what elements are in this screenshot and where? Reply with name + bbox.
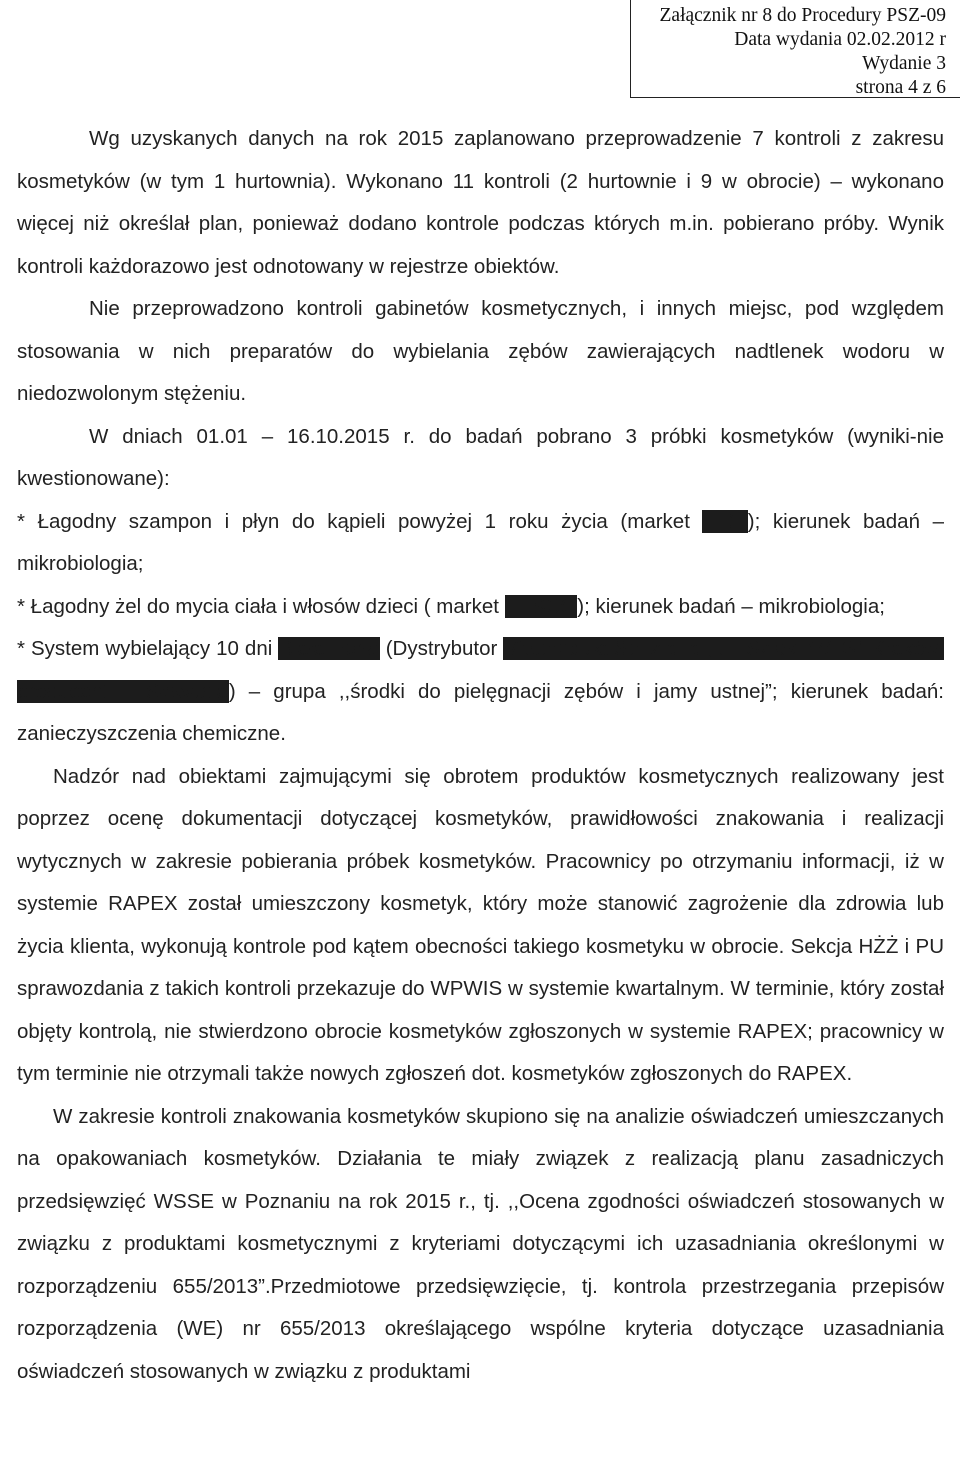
- annex-label: Załącznik nr 8 do Procedury PSZ-09: [659, 5, 946, 26]
- paragraph-beauty-salons: Nie przeprowadzono kontroli gabinetów kosmetycznych, i innych miejsc, pod względem stosowania w nich preparatów do wybielania zębów zawierających nadtlenek wodoru w niedozwolonym stężeniu.: [17, 297, 944, 405]
- document-header-box: [630, 0, 960, 98]
- redacted-text: LIDL: [703, 509, 747, 533]
- redacted-text: TESCO: [505, 594, 577, 618]
- sample-item-2-text: * Łagodny żel do mycia ciała i włosów dzieci ( market: [17, 594, 505, 618]
- page-number: strona 4 z 6: [855, 77, 946, 98]
- paragraph-labeling-control: W zakresie kontroli znakowania kosmetyków skupiono się na analizie oświadczeń umieszczanych na opakowaniach kosmetyków. Działania te miały związek z realizacją planu zasadniczych przedsięwzięć WSSE w Poznaniu na rok 2015 r., tj. ,,Ocena zgodności oświadczeń stosowanych w związku z produktami kosmetycznymi z kryteriami dotyczącymi ich uzasadniania określonymi w rozporządzeniu 655/2013”.Przedmiotowe przedsięwzięcie, tj. kontrola przestrzegania przepisów rozporządzenia (WE) nr 655/2013 określającego wspólne kryteria dotyczące uzasadniania oświadczeń stosowanych w związku z produktami: [17, 1104, 944, 1383]
- sample-item-3: [17, 628, 944, 756]
- sample-item-2-tail: ); kierunek badań – mikrobiologia;: [577, 594, 885, 618]
- redacted-text: Biała Perła: [279, 637, 379, 660]
- paragraph-plan-summary: Wg uzyskanych danych na rok 2015 zaplanowano przeprowadzenie 7 kontroli z zakresu kosmetyków (w tym 1 hurtownia). Wykonano 11 kontroli (2 hurtownie i 9 w obrocie) – wykonano więcej niż określał plan, ponieważ dodano kontrole podczas których m.in. pobierano próby. Wynik kontroli każdorazowo jest odnotowany w rejestrze obiektów.: [17, 127, 944, 278]
- sample-item-3-text: * System wybielający 10 dni: [17, 637, 279, 660]
- document-body: [17, 118, 944, 1393]
- sample-item-1-text: * Łagodny szampon i płyn do kąpieli powyżej 1 roku życia (market: [17, 509, 703, 533]
- redacted-text: Vitaprodukt Sp. z o. o., ul. Szlak 77/134 Kraków, producent – Słowacja: [17, 637, 944, 703]
- sample-item-1-tail: ); kierunek badań – mikrobiologia;: [17, 509, 944, 575]
- paragraph-samples-intro: W dniach 01.01 – 16.10.2015 r. do badań pobrano 3 próbki kosmetyków (wyniki-nie kwestionowane):: [17, 424, 944, 490]
- issue-date: Data wydania 02.02.2012 r: [734, 29, 946, 50]
- paragraph-supervision: Nadzór nad obiektami zajmującymi się obrotem produktów kosmetycznych realizowany jest poprzez ocenę dokumentacji dotyczącej kosmetyków, prawidłowości znakowania i realizacji wytycznych w zakresie pobierania próbek kosmetyków. Pracownicy po otrzymaniu informacji, iż w systemie RAPEX został umieszczony kosmetyk, który może stanowić zagrożenie dla zdrowia lub życia klienta, wykonują kontrole pod kątem obecności takiego kosmetyku w obrocie. Sekcja HŻŻ i PU sprawozdania z takich kontroli przekazuje do WPWIS w systemie kwartalnym. W terminie, który został objęty kontrolą, nie stwierdzono obrocie kosmetyków zgłoszonych w systemie RAPEX; pracownicy w tym terminie nie otrzymali także nowych zgłoszeń dot. kosmetyków zgłoszonych do RAPEX.: [17, 764, 944, 1085]
- edition-number: Wydanie 3: [862, 53, 946, 74]
- sample-item-1: [17, 501, 944, 586]
- sample-item-3-mid: (Dystrybutor: [379, 637, 504, 660]
- sample-item-3-tail: ) – grupa ,,środki do pielęgnacji zębów i jamy ustnej”; kierunek badań: zanieczyszczenia chemiczne.: [17, 679, 944, 745]
- sample-item-2: [17, 586, 944, 629]
